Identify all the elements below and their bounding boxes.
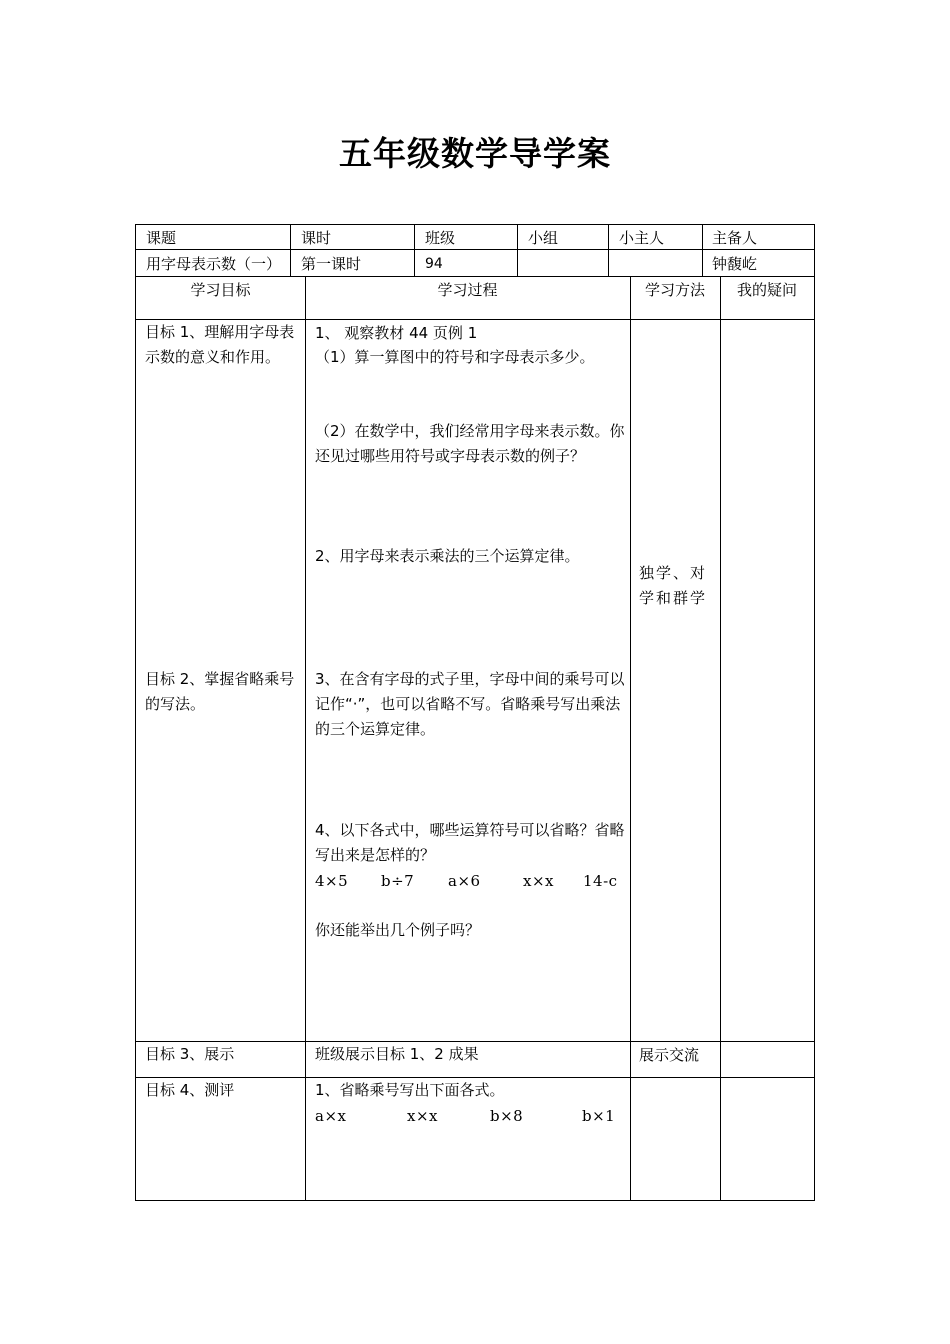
col-questions: 我的疑问 xyxy=(736,281,797,299)
value-preparer: 钟馥屹 xyxy=(712,255,758,273)
test-item: x×x xyxy=(407,1107,438,1125)
label-period: 课时 xyxy=(301,229,332,247)
process-step-2: 2、用字母来表示乘法的三个运算定律。 xyxy=(315,547,580,565)
expr-item: b÷7 xyxy=(381,872,415,890)
expr-item: x×x xyxy=(523,872,554,890)
goal-1: 目标 1、理解用字母表示数的意义和作用。 xyxy=(145,323,295,366)
method-1: 独学、对学和群学 xyxy=(639,564,708,607)
process-step-1b: （2）在数学中，我们经常用字母来表示数。你还见过哪些用符号或字母表示数的例子？ xyxy=(315,422,625,465)
lesson-table xyxy=(135,224,815,1201)
process-more-examples: 你还能举出几个例子吗？ xyxy=(315,921,481,939)
goal-3: 目标 3、展示 xyxy=(145,1045,235,1063)
col-goals: 学习目标 xyxy=(190,281,251,299)
label-preparer: 主备人 xyxy=(712,229,758,247)
expr-item: 4×5 xyxy=(315,872,349,890)
label-group: 小组 xyxy=(528,229,559,247)
col-process: 学习过程 xyxy=(437,281,498,299)
test-item: b×1 xyxy=(582,1107,616,1125)
value-class: 94 xyxy=(425,256,443,272)
page-title: 五年级数学导学案 xyxy=(339,134,611,173)
label-topic: 课题 xyxy=(146,229,177,247)
label-class: 班级 xyxy=(425,229,456,247)
label-leader: 小主人 xyxy=(619,229,665,247)
process-step-1: 1、 观察教材 44 页例 1 xyxy=(315,324,478,342)
value-topic: 用字母表示数（一） xyxy=(146,255,282,273)
goal-2: 目标 2、掌握省略乘号的写法。 xyxy=(145,670,295,713)
test-item: a×x xyxy=(315,1107,347,1125)
test-item: b×8 xyxy=(490,1107,524,1125)
process-step-4: 4、以下各式中，哪些运算符号可以省略？省略写出来是怎样的？ xyxy=(315,821,625,864)
goal-4: 目标 4、测评 xyxy=(145,1081,235,1099)
process-step-1a: （1）算一算图中的符号和字母表示多少。 xyxy=(315,348,595,366)
expr-item: 14-c xyxy=(583,872,618,890)
show-text: 班级展示目标 1、2 成果 xyxy=(315,1045,479,1063)
method-2: 展示交流 xyxy=(639,1046,700,1064)
test-text: 1、省略乘号写出下面各式。 xyxy=(315,1081,505,1099)
expr-item: a×6 xyxy=(448,872,481,890)
process-step-3: 3、在含有字母的式子里，字母中间的乘号可以记作“·”，也可以省略不写。省略乘号写出乘法的三个运算定律。 xyxy=(315,670,625,738)
col-method: 学习方法 xyxy=(644,281,705,299)
value-period: 第一课时 xyxy=(301,255,362,273)
